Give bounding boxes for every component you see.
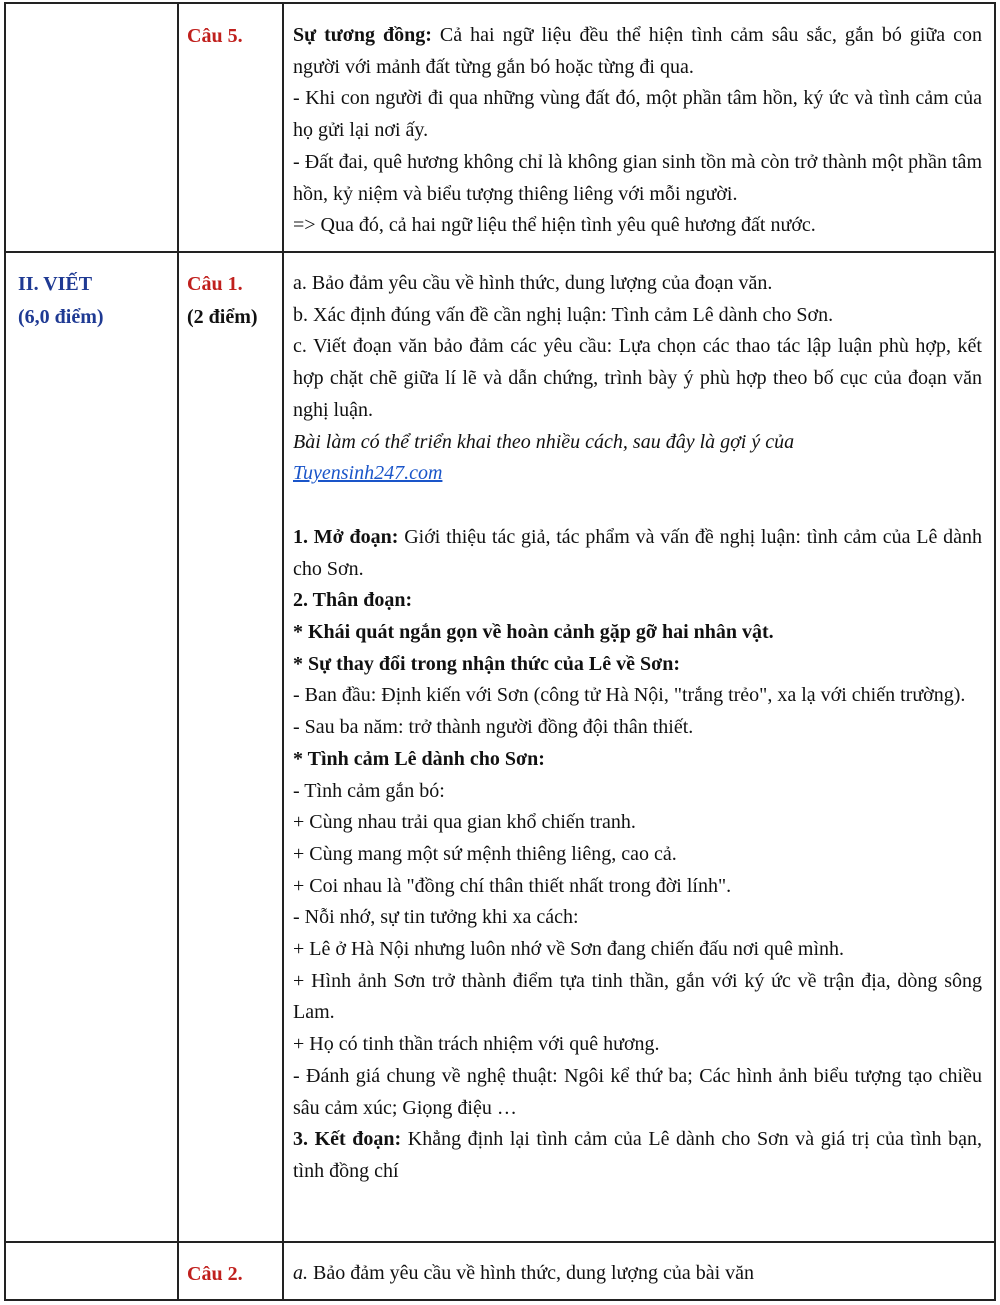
question-cell <box>178 1242 283 1300</box>
row-cau-1 <box>5 252 995 1242</box>
requirement-c: c. Viết đoạn văn bảo đảm các yêu cầu: Lựa chọn các thao tác lập luận phù hợp, kết hợp chặt chẽ giữa lí lẽ và dẫn chứng, trình bày ý phù hợp theo bố cục của đoạn văn nghị luận. <box>293 335 982 421</box>
question-points: (2 điểm) <box>187 306 258 328</box>
ket-doan-text: Khẳng định lại tình cảm của Lê dành cho Sơn và giá trị của tình bạn, tình đồng chí <box>293 1128 983 1182</box>
mo-doan-label: 1. Mở đoạn: <box>293 525 399 548</box>
section-cell-empty <box>5 3 178 252</box>
bond-item: + Cùng nhau trải qua gian khổ chiến tranh. <box>293 811 636 834</box>
suggestion-note: Bài làm có thể triển khai theo nhiều cách, sau đây là gợi ý của <box>293 430 795 453</box>
source-link[interactable]: Tuyensinh247.com <box>293 462 443 485</box>
requirement-a <box>293 1258 982 1290</box>
section-cell <box>5 252 178 1242</box>
ket-doan-paragraph <box>293 1124 982 1187</box>
change-item: - Ban đầu: Định kiến với Sơn (công tử Hà Nội, "trắng trẻo", xa lạ với chiến trường). <box>293 684 966 707</box>
mo-doan-text: Giới thiệu tác giả, tác phẩm và vấn đề nghị luận: tình cảm của Lê dành cho Sơn. <box>293 525 982 580</box>
answer-line: - Khi con người đi qua những vùng đất đó, một phần tâm hồn, ký ức và tình cảm của họ gửi lại nơi ấy. <box>293 87 982 142</box>
context-heading: * Khái quát ngắn gọn về hoàn cảnh gặp gỡ hai nhân vật. <box>293 621 774 644</box>
answer-rubric-table <box>4 2 996 1301</box>
requirement-b: b. Xác định đúng vấn đề cần nghị luận: Tình cảm Lê dành cho Sơn. <box>293 303 834 326</box>
answer-cell <box>283 3 995 252</box>
miss-title: - Nỗi nhớ, sự tin tưởng khi xa cách: <box>293 906 579 929</box>
miss-item: + Lê ở Hà Nội nhưng luôn nhớ về Sơn đang chiến đấu nơi quê mình. <box>293 938 845 961</box>
than-doan-label: 2. Thân đoạn: <box>293 589 413 612</box>
feeling-heading: * Tình cảm Lê dành cho Sơn: <box>293 747 545 770</box>
question-number: Câu 2. <box>187 1263 243 1285</box>
similarity-paragraph <box>293 20 982 83</box>
requirement-a-text: Bảo đảm yêu cầu về hình thức, dung lượng của bài văn <box>308 1262 755 1284</box>
miss-item: + Hình ảnh Sơn trở thành điểm tựa tinh thần, gắn với ký ức về trận địa, dòng sông Lam. <box>293 969 982 1024</box>
ket-doan-label: 3. Kết đoạn: <box>293 1128 402 1151</box>
change-heading: * Sự thay đổi trong nhận thức của Lê về Sơn: <box>293 652 680 675</box>
requirement-a: a. Bảo đảm yêu cầu về hình thức, dung lượng của đoạn văn. <box>293 272 773 294</box>
art-evaluation: - Đánh giá chung về nghệ thuật: Ngôi kể thứ ba; Các hình ảnh biểu tượng tạo chiều sâu cảm xúc; Giọng điệu … <box>293 1064 982 1119</box>
row-cau-2 <box>5 1242 995 1300</box>
section-cell-empty <box>5 1242 178 1300</box>
question-number: Câu 1. <box>187 273 243 295</box>
mo-doan-paragraph <box>293 522 982 585</box>
answer-cell <box>283 252 995 1242</box>
answer-cell <box>283 1242 995 1300</box>
miss-item: + Họ có tinh thần trách nhiệm với quê hương. <box>293 1033 660 1056</box>
bond-item: + Coi nhau là "đồng chí thân thiết nhất trong đời lính". <box>293 874 732 897</box>
answer-line: => Qua đó, cả hai ngữ liệu thể hiện tình yêu quê hương đất nước. <box>293 214 816 237</box>
section-title: II. VIẾT <box>18 273 93 295</box>
question-cell <box>178 3 283 252</box>
bond-item: + Cùng mang một sứ mệnh thiêng liêng, cao cả. <box>293 842 677 865</box>
blank-spacer <box>293 490 982 522</box>
requirement-a-label: a. <box>293 1262 308 1284</box>
bond-title: - Tình cảm gắn bó: <box>293 779 445 802</box>
question-cell <box>178 252 283 1242</box>
row-cau-5 <box>5 3 995 252</box>
question-number: Câu 5. <box>187 25 243 47</box>
similarity-label: Sự tương đồng: <box>293 24 432 46</box>
similarity-text: Cả hai ngữ liệu đều thể hiện tình cảm sâu sắc, gắn bó giữa con người với mảnh đất từng gắn bó hoặc từng đi qua. <box>293 24 983 78</box>
change-item: - Sau ba năm: trở thành người đồng đội thân thiết. <box>293 716 694 739</box>
section-points: (6,0 điểm) <box>18 306 104 328</box>
answer-line: - Đất đai, quê hương không chỉ là không gian sinh tồn mà còn trở thành một phần tâm hồn, kỷ niệm và biểu tượng thiêng liêng với mỗi người. <box>293 150 982 205</box>
